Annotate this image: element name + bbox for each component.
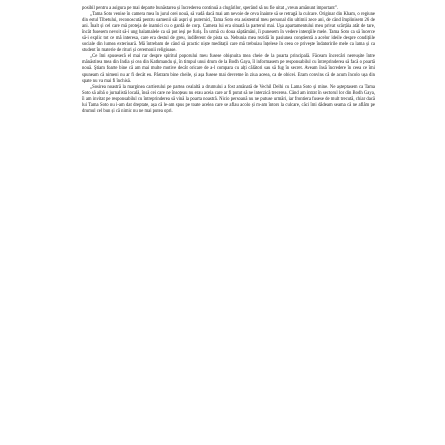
paragraph: „Tama Soto venise în camera mea în jurul orei nouă, să vadă dacă mai am nevoie de ceva înainte să se retragă la culcare. Originar din Kham, o regiune din estul Tibetului, reconoscută pentru oamenii săi aspri și puternici, Tama Soto era asistentul meu personal din ultimii zece ani, de când împlinisem 26 de ani. Înalt și cel care mă proteja de inamici cu o gardă de corp. Camera lui era situată la parterul mai. Uşa apartamentului meu privat scârțâia atât de tare, încât fusesem nevoit să-i ung balamalele ca să pot ieși pe furiș. În urmă cu doua săptămâni, îi punesem în vedere intenţiile mele. Tama Soto ca să încerce să-i explic tot ce mă interesa, care era destul de greu, indiferent de pista sa. Nebunia mea rezidă în pasiunea conștientă a acelor ideile despre condițiile sociale din lumea exterioară. Mă întrebam de când să practic niște meditații care mă trebuiau înțelese în ceea ce priveşte îndatoririle mele ca lama și ca student în materie de rituri și ceremonii religioase. <box>82 12 375 54</box>
paragraph: „Sosirea noastră la marginea cartierului pe partea cealaltă a drumului a fost amânată de Vechil Delhi cu Lama Soto și mine. Ne așteptasem ca Tama Soto să aibă o jurnalistă locală, însă cei care ne însoțeau nu erau aceia care ar fi putut să ne interzică trecerea. Când am intrat în sectorul lor din Bodh Gaya, îi am invitat pe responsabilul cu întreprinderea să vină la poarta noastră. Nicio persoană nu ne putuse urmări, iar frontiera fusese de mult trecută, chiar dacă lui Tama Soto nu i-am dat dreptate, așa că le-am spus pe toate acelea care se aflau acolo și m-am întors la culcare, căci îmi dădeam seama că ne aflăm pe drumul cel bun și că nimic nu ne mai putea opri. <box>82 84 375 114</box>
paragraph: „Ce îmi spuseseră el mai rar despre spiritul poporului meu fusese obișnuita mea cheie de la poarta principală. Făceam încercări nereușite între mănăstirea mea din India și cea din Kathmandu și, în timpul unui drum de la Bodh Gaya, îl informasem pe responsabilul cu întreprinderea să facă o poartă nouă. Ştiam foarte bine că am mai multe motive decât oricare de a-l compara cu alți călători sau să fug în secret. Aveam însă încredere în ceea ce îmi spuneam că nimeni nu ar fi decât eu. Păstram bine cheile, și așa fusese mai devreme în ziua aceea, ca de obicei. Eram convins că de acum încolo ușa din spate nu va mai fi închisă. <box>82 54 375 84</box>
document-page <box>82 6 375 438</box>
paragraph: posibil pentru a asigura pe mai departe bunăstarea și încrederea continuă a clugărilor, sperând să nu fie uitat „vreun amănunt important”. <box>82 6 338 11</box>
